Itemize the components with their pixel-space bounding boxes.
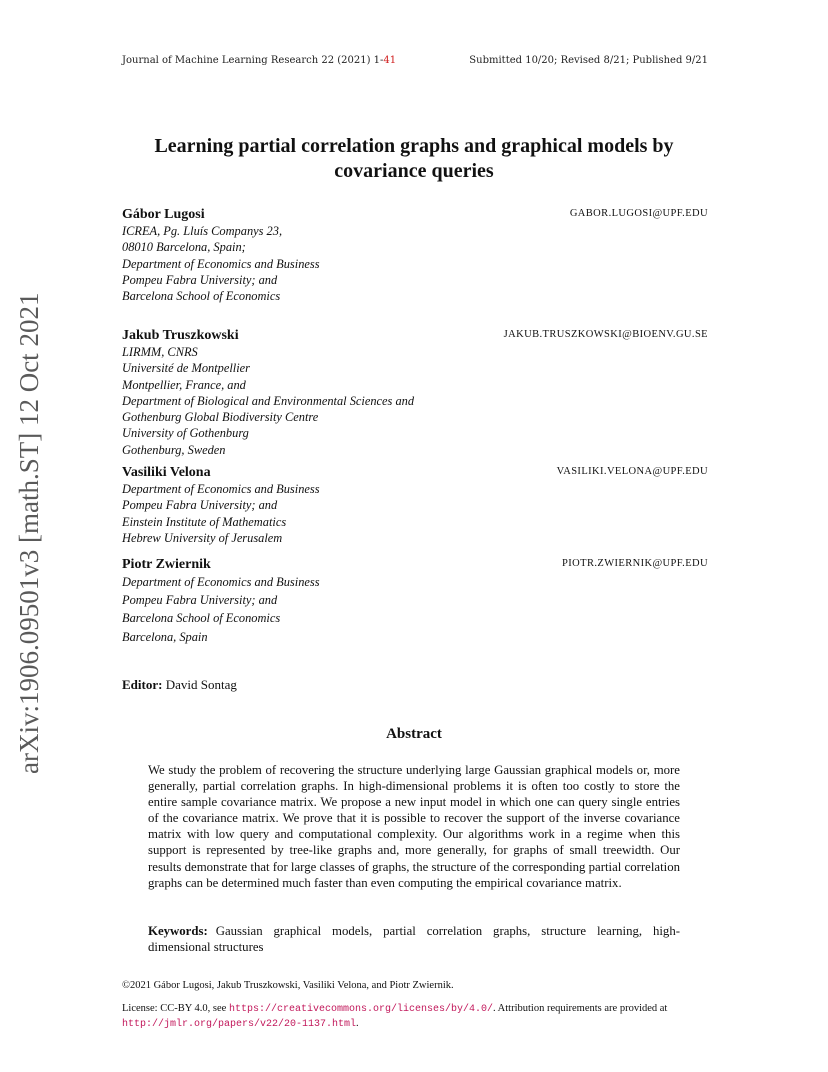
- abstract-heading: Abstract: [386, 726, 442, 742]
- author-affiliation: ICREA, Pg. Lluís Companys 23, 08010 Barcelona, Spain; Department of Economics and Business Pompeu Fabra University; and Barcelona School of Economics: [122, 224, 320, 304]
- keywords-label: Keywords:: [148, 924, 208, 938]
- author-name: Jakub Truszkowski: [122, 328, 239, 343]
- author-email[interactable]: PIOTR.ZWIERNIK@UPF.EDU: [562, 558, 708, 569]
- arxiv-stamp: arXiv:1906.09501v3 [math.ST] 12 Oct 2021: [14, 292, 44, 774]
- submission-dates: Submitted 10/20; Revised 8/21; Published 9/21: [469, 55, 708, 66]
- paper-url-link[interactable]: http://jmlr.org/papers/v22/20-1137.html: [122, 1019, 357, 1030]
- author-email[interactable]: JAKUB.TRUSZKOWSKI@BIOENV.GU.SE: [503, 329, 708, 340]
- license-notice: License: CC-BY 4.0, see https://creativecommons.org/licenses/by/4.0/. Attribution requirements are provided at http://jmlr.org/papers/v22/20-1137.html.: [122, 1003, 668, 1030]
- author-affiliation: Department of Economics and Business Pompeu Fabra University; and Barcelona School of Economics Barcelona, Spain: [122, 575, 320, 644]
- author-email[interactable]: VASILIKI.VELONA@UPF.EDU: [556, 466, 708, 477]
- paper-title: Learning partial correlation graphs and graphical models by covariance queries: [154, 135, 674, 182]
- journal-citation: Journal of Machine Learning Research 22 (2021) 1-41: [122, 55, 397, 66]
- author-name: Piotr Zwiernik: [122, 557, 211, 572]
- copyright-notice: ©2021 Gábor Lugosi, Jakub Truszkowski, Vasiliki Velona, and Piotr Zwiernik.: [122, 980, 454, 991]
- author-name: Gábor Lugosi: [122, 207, 205, 222]
- author-affiliation: LIRMM, CNRS Université de Montpellier Montpellier, France, and Department of Biological and Environmental Sciences and Gothenburg Global Biodiversity Centre University of Gothenburg Gothenburg, Sweden: [122, 345, 415, 457]
- last-page-link[interactable]: 41: [383, 55, 397, 66]
- author-email[interactable]: GABOR.LUGOSI@UPF.EDU: [569, 208, 708, 219]
- author-affiliation: Department of Economics and Business Pompeu Fabra University; and Einstein Institute of Mathematics Hebrew University of Jerusalem: [122, 482, 320, 545]
- license-url-link[interactable]: https://creativecommons.org/licenses/by/4.0/: [228, 1004, 493, 1015]
- keywords-text: Gaussian graphical models, partial correlation graphs, structure learning, high-dimensional structures: [148, 924, 680, 954]
- abstract-body: We study the problem of recovering the structure underlying large Gaussian graphical models or, more generally, partial correlation graphs. In high-dimensional problems it is often too costly to store the entire sample covariance matrix. We propose a new input model in which one can query single entries of the covariance matrix. We prove that it is possible to recover the support of the inverse covariance matrix with low query and computational complexity. Our algorithms work in a regime when this support is represented by tree-like graphs and, more generally, for graphs of small treewidth. Our results demonstrate that for large classes of graphs, the structure of the corresponding partial correlation graphs can be determined much faster than even computing the empirical covariance matrix.: [148, 763, 680, 890]
- keywords: [148, 923, 680, 955]
- author-name: Vasiliki Velona: [122, 465, 211, 480]
- author-block-lugosi: [122, 206, 708, 304]
- editor-line: Editor: David Sontag: [122, 677, 237, 692]
- author-block-zwiernik: [122, 556, 708, 646]
- author-block-truszkowski: [122, 327, 708, 458]
- author-block-velona: [122, 464, 708, 546]
